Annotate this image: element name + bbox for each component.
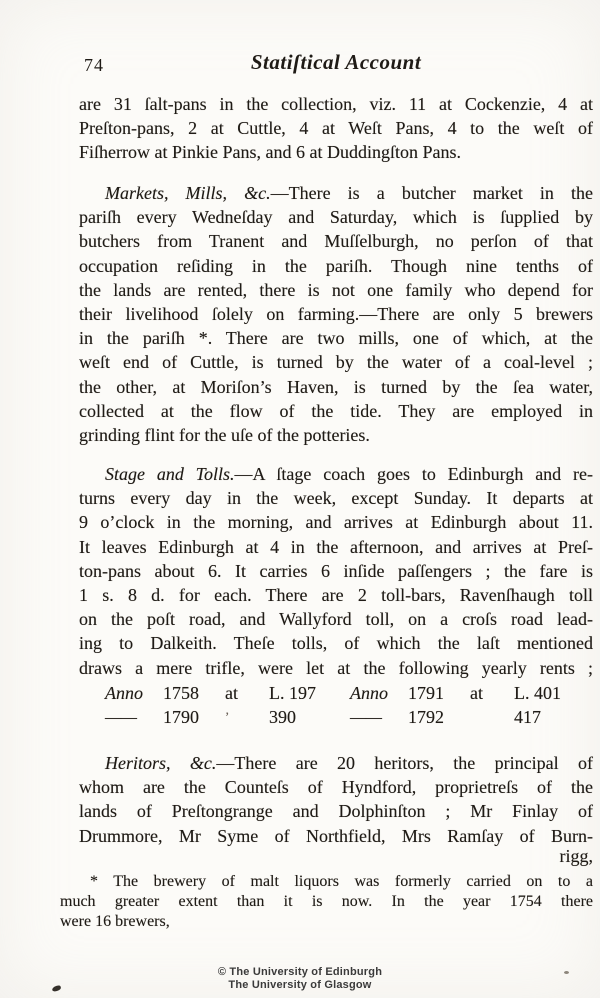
paragraph-markets-mills <box>79 181 593 447</box>
ditto-dash: —— <box>105 707 138 727</box>
toll-amount: L. 197 <box>269 683 316 703</box>
ink-mark: ’ <box>225 709 230 724</box>
ditto-dash: —— <box>350 707 383 727</box>
text-line: butchers from Tranent and Muſſelburgh, no perſon of that <box>79 231 593 252</box>
text-line: the other, at Moriſon’s Haven, is turned by the ſea water, <box>79 376 593 397</box>
toll-amount: 417 <box>514 707 541 727</box>
toll-year: 1758 <box>163 683 199 703</box>
text-line: 9 o’clock in the morning, and arrives at Edinburgh about 11. <box>79 512 593 533</box>
toll-table-cell-left <box>79 681 336 705</box>
anno-label: Anno <box>105 683 143 703</box>
text-run: —There is a butcher market in the <box>270 183 593 203</box>
text-line: 1 s. 8 d. for each. There are 2 toll-bars, Ravenſhaugh toll <box>79 585 593 606</box>
section-heading: Heritors, &c. <box>105 753 217 773</box>
text-line <box>79 462 593 486</box>
text-line: occupation reſiding in the pariſh. Though nine tenths of <box>79 255 593 276</box>
text-run: —There are 20 heritors, the principal of <box>216 753 593 773</box>
attribution-line-2: The University of Glasgow <box>228 979 372 991</box>
page-number: 74 <box>84 55 104 75</box>
section-heading: Stage and Tolls. <box>105 464 235 484</box>
anno-label: Anno <box>350 683 388 703</box>
ink-speck <box>564 971 569 974</box>
text-line: on the poſt road, and Wallyford toll, on a croſs road lead- <box>79 609 593 630</box>
paragraph-stage-and-tolls <box>79 462 593 680</box>
paragraph-salt-pans <box>79 92 593 165</box>
footnote <box>60 872 593 932</box>
text-line: turns every day in the week, except Sunday. It departs at <box>79 488 593 509</box>
text-line: lands of Preſtongrange and Dolphinſton ; Mr Finlay of <box>79 801 593 822</box>
toll-amount: L. 401 <box>514 683 561 703</box>
toll-table-cell-right <box>336 681 593 705</box>
text-line: are 31 ſalt-pans in the collection, viz. 11 at Cockenzie, 4 at <box>79 94 593 114</box>
text-line: their livelihood ſolely on farming.—There are only 5 brewers <box>79 304 593 325</box>
library-attribution <box>0 966 600 992</box>
toll-year: 1791 <box>408 683 444 703</box>
toll-table-row <box>79 705 593 729</box>
text-line <box>79 751 593 775</box>
footnote-line: were 16 brewers, <box>60 913 170 930</box>
text-line: whom are the Counteſs of Hyndford, proprietreſs of the <box>79 777 593 798</box>
running-title: Statiſtical Account <box>250 50 422 74</box>
text-line: collected at the flow of the tide. They are employed in <box>79 400 593 421</box>
catchword: rigg, <box>559 846 593 866</box>
toll-year: 1792 <box>408 707 444 727</box>
attribution-line-1: © The University of Edinburgh <box>217 966 383 978</box>
toll-rents-table <box>79 681 593 729</box>
section-heading: Markets, Mills, &c. <box>105 183 271 203</box>
text-line: weſt end of Cuttle, is turned by the water of a coal-level ; <box>79 352 593 373</box>
text-run: —A ſtage coach goes to Edinburgh and re- <box>234 464 593 484</box>
toll-table-cell-right <box>336 705 593 729</box>
text-line: in the pariſh *. There are two mills, one of which, at the <box>79 328 593 349</box>
text-line: Preſton-pans, 2 at Cuttle, 4 at Weſt Pans, 4 to the weſt of <box>79 118 593 139</box>
toll-amount: 390 <box>269 707 296 727</box>
toll-year: 1790 <box>163 707 199 727</box>
text-line: Fiſherrow at Pinkie Pans, and 6 at Duddingſton Pans. <box>79 142 461 163</box>
text-line: ing to Dalkeith. Theſe tolls, of which the laſt mentioned <box>79 633 593 654</box>
text-line: pariſh every Wedneſday and Saturday, which is ſupplied by <box>79 207 593 228</box>
text-line: ton-pans about 6. It carries 6 inſide paſſengers ; the fare is <box>79 560 593 581</box>
paragraph-heritors <box>79 751 593 848</box>
text-line: Drummore, Mr Syme of Northfield, Mrs Ramſay of Burn- <box>79 825 593 846</box>
toll-table-row <box>79 681 593 705</box>
text-line: draws a mere trifle, were let at the following yearly rents ; <box>79 657 593 678</box>
text-line <box>79 181 593 205</box>
text-line: grinding flint for the uſe of the potteries. <box>79 425 370 446</box>
text-line: It leaves Edinburgh at 4 in the afternoon, and arrives at Preſ- <box>79 536 593 557</box>
at-label: at <box>225 683 238 703</box>
at-label <box>470 705 514 729</box>
at-label: at <box>470 683 483 703</box>
text-line: the lands are rented, there is not one family who depend for <box>79 279 593 300</box>
footnote-line: much greater extent than it is now. In the year 1754 there <box>60 893 593 910</box>
toll-table-cell-left <box>79 705 336 729</box>
footnote-line: * The brewery of malt liquors was formerly carried on to a <box>90 873 593 890</box>
